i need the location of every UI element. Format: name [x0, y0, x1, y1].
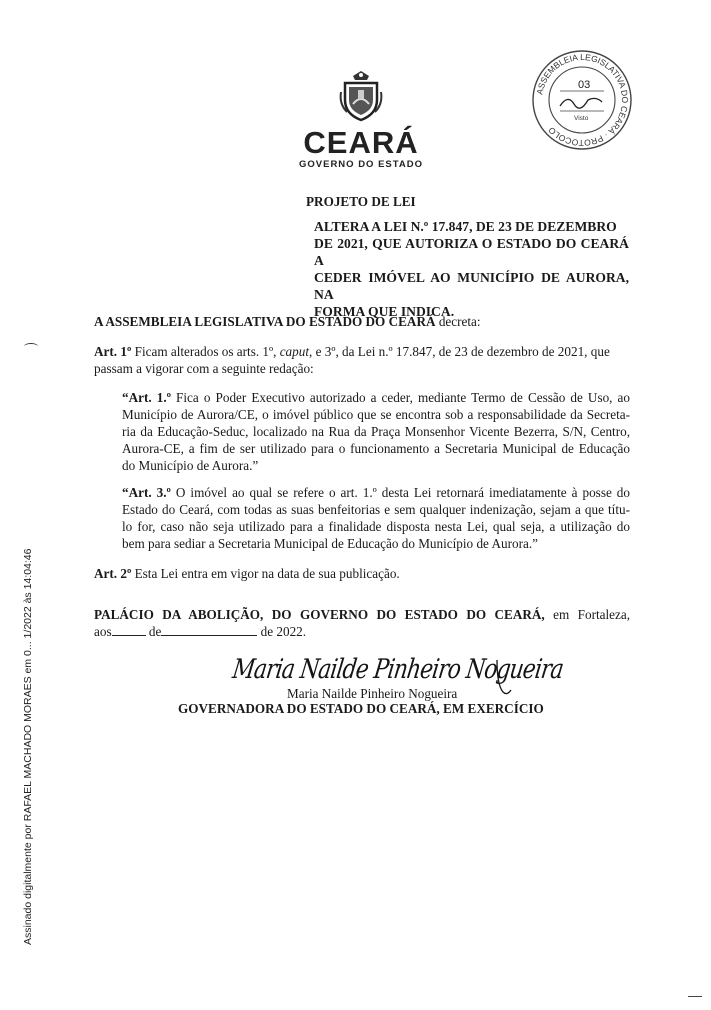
date-year: de 2022. — [260, 624, 307, 639]
palace-line — [94, 606, 630, 623]
q2-label: “Art. 3.º — [122, 485, 171, 500]
stamp-number: 03 — [578, 79, 591, 91]
brand-subtitle: GOVERNO DO ESTADO — [299, 159, 423, 170]
palace-bold: PALÁCIO DA ABOLIÇÃO, DO GOVERNO DO ESTADO DO CEARÁ, — [94, 607, 545, 622]
margin-mark — [24, 343, 38, 350]
date-de: de — [148, 624, 162, 639]
date-line — [94, 623, 306, 640]
stamp-ring-text: ASSEMBLEIA LEGISLATIVA DO CEARÁ · PROTOCOLO — [534, 51, 631, 149]
article-2 — [94, 565, 400, 582]
art1-line2: passam a vigorar com a seguinte redação: — [94, 361, 314, 376]
ementa-line: FORMA QUE INDICA. — [314, 304, 455, 319]
q1-line: Aurora-CE, a fim de ser utilizado para o funcionamento a Secretaria Municipal de Educação — [122, 441, 630, 456]
signer-name: Maria Nailde Pinheiro Nogueira — [287, 686, 458, 701]
art1-label: Art. 1º — [94, 344, 132, 359]
q1-label: “Art. 1.º — [122, 390, 171, 405]
digital-signature-note: Assinado digitalmente por RAFAEL MACHADO MORAES em 0... 1/2022 às 14:04:46 — [22, 548, 34, 945]
q1-line: Fica o Poder Executivo autorizado a ceder, mediante Termo de Cessão de Uso, ao — [170, 390, 630, 405]
art2-label: Art. 2º — [94, 566, 132, 581]
art1-caput: caput — [279, 344, 310, 359]
stamp-visto: Visto — [574, 115, 589, 122]
q2-line: lo for, caso não seja utilizado para a finalidade disposta nesta Lei, qual seja, a utilização do — [122, 519, 630, 534]
q1-line: ria da Educação-Seduc, localizado na Rua da Praça Monsenhor Vicente Bezerra, S/N, Centro, — [122, 424, 630, 439]
brand-name: CEARÁ — [303, 125, 419, 160]
article-1 — [94, 343, 630, 377]
government-logo — [298, 70, 424, 170]
date-month-blank — [161, 625, 257, 636]
preamble — [94, 313, 481, 330]
art1-text: Ficam alterados os arts. 1º, — [131, 344, 280, 359]
q2-line: O imóvel ao qual se refere o art. 1.º desta Lei retornará imediatamente à posse do — [170, 485, 630, 500]
document-type: PROJETO DE LEI — [306, 194, 416, 209]
ementa-line: DE 2021, QUE AUTORIZA O ESTADO DO CEARÁ A — [314, 236, 629, 268]
signer-title: GOVERNADORA DO ESTADO DO CEARÁ, EM EXERCÍCIO — [178, 701, 544, 716]
q2-line: Estado do Ceará, com todas as suas benfeitorias e sem qualquer indenização, sejam a que títu- — [122, 502, 630, 517]
quoted-art1 — [122, 389, 630, 474]
quoted-art3 — [122, 484, 630, 552]
scan-mark — [688, 996, 702, 997]
date-day-blank — [112, 625, 146, 636]
protocol-stamp — [530, 48, 634, 152]
preamble-bold: A ASSEMBLEIA LEGISLATIVA DO ESTADO DO CEARÁ — [94, 314, 436, 329]
ementa-line: ALTERA A LEI N.º 17.847, DE 23 DE DEZEMBRO — [314, 219, 617, 234]
preamble-rest: decreta: — [435, 314, 481, 329]
q2-line: bem para sediar a Secretaria Municipal de Educação do Município de Aurora.” — [122, 536, 538, 551]
art2-text: Esta Lei entra em vigor na data de sua publicação. — [131, 566, 400, 581]
ementa-block — [314, 218, 629, 320]
date-aos: aos — [94, 624, 112, 639]
q1-line: Município de Aurora/CE, o imóvel público que se encontra sob a responsabilidade da Secreta- — [122, 407, 630, 422]
signature-script: Maria Nailde Pinheiro Nogueira — [230, 654, 646, 685]
coat-of-arms-icon — [339, 70, 383, 122]
art1-text-end: , e 3º, da Lei n.º 17.847, de 23 de dezembro de 2021, que — [309, 344, 610, 359]
ementa-line: CEDER IMÓVEL AO MUNICÍPIO DE AURORA, NA — [314, 270, 629, 302]
q1-line: do Município de Aurora.” — [122, 458, 259, 473]
palace-rest: em Fortaleza, — [544, 607, 631, 622]
